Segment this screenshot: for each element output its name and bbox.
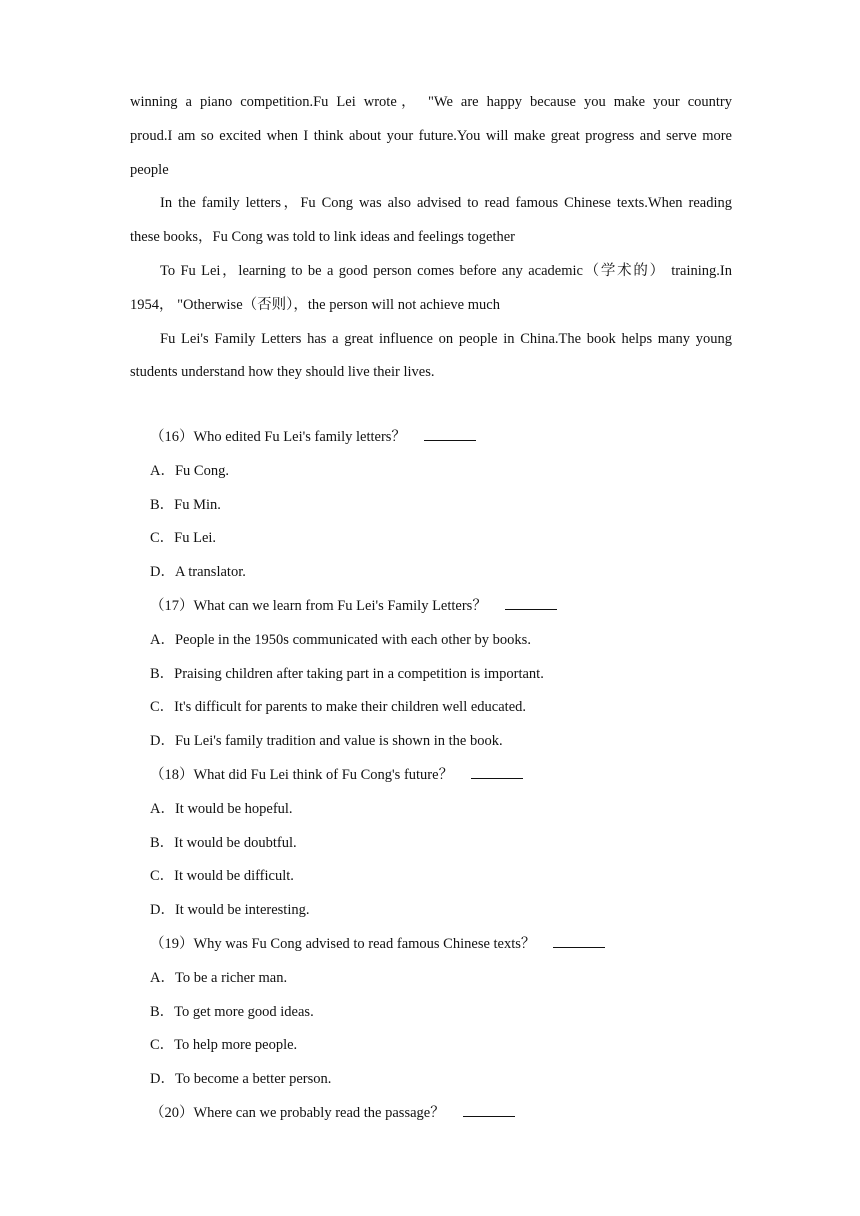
option-d[interactable]: D．A translator. — [150, 564, 246, 581]
option-b[interactable]: B．Praising children after taking part in a competition is important. — [150, 665, 544, 682]
question-stem: （19）Why was Fu Cong advised to read famous Chinese texts？ — [150, 935, 536, 952]
question-list — [150, 421, 750, 1131]
question-stem: （16）Who edited Fu Lei's family letters？ — [150, 429, 406, 445]
answer-blank[interactable] — [553, 935, 605, 948]
option-a[interactable]: A．To be a richer man. — [150, 969, 288, 986]
answer-blank[interactable] — [424, 428, 476, 441]
option-d[interactable]: D．Fu Lei's family tradition and value is shown in the book. — [150, 733, 503, 750]
option-c[interactable]: C．It's difficult for parents to make their children well educated. — [150, 699, 527, 716]
passage-line: winning a piano competition.Fu Lei wrote， "We are happy because you make your country — [130, 94, 732, 110]
question-19 — [150, 928, 750, 1097]
question-20 — [150, 1097, 750, 1131]
option-d[interactable]: D．To become a better person. — [150, 1071, 332, 1088]
passage-line: In the family letters，Fu Cong was also advised to read famous Chinese texts.When reading — [160, 195, 732, 212]
question-17 — [150, 590, 750, 759]
passage-line: 1954， "Otherwise（否则），the person will not achieve much — [130, 296, 500, 313]
question-stem: （18）What did Fu Lei think of Fu Cong's future？ — [150, 766, 454, 783]
question-stem: （17）What can we learn from Fu Lei's Family Letters？ — [150, 597, 487, 614]
answer-blank[interactable] — [505, 597, 557, 610]
option-b[interactable]: B．Fu Min. — [150, 496, 221, 513]
option-c[interactable]: C．Fu Lei. — [150, 530, 217, 547]
option-a[interactable]: A．People in the 1950s communicated with each other by books. — [150, 631, 531, 648]
answer-blank[interactable] — [463, 1104, 515, 1117]
option-a[interactable]: A．It would be hopeful. — [150, 800, 293, 817]
question-16 — [150, 421, 750, 590]
reading-passage — [130, 86, 732, 390]
passage-line: students understand how they should live their lives. — [130, 364, 435, 381]
option-a[interactable]: A．Fu Cong. — [150, 462, 229, 479]
option-c[interactable]: C．It would be difficult. — [150, 868, 294, 885]
question-stem: （20）Where can we probably read the passage？ — [150, 1104, 445, 1121]
option-b[interactable]: B．To get more good ideas. — [150, 1003, 314, 1020]
option-b[interactable]: B．It would be doubtful. — [150, 834, 297, 851]
option-c[interactable]: C．To help more people. — [150, 1037, 298, 1054]
passage-line: these books，Fu Cong was told to link ideas and feelings together — [130, 229, 516, 246]
passage-line: To Fu Lei，learning to be a good person comes before any academic（学术的） training.In — [160, 262, 732, 279]
passage-line: people — [130, 161, 169, 178]
passage-line: Fu Lei's Family Letters has a great influence on people in China.The book helps many young — [160, 330, 732, 347]
question-18 — [150, 759, 750, 928]
option-d[interactable]: D．It would be interesting. — [150, 902, 310, 919]
passage-line: proud.I am so excited when I think about your future.You will make great progress and serve more — [130, 127, 732, 144]
answer-blank[interactable] — [471, 766, 523, 779]
